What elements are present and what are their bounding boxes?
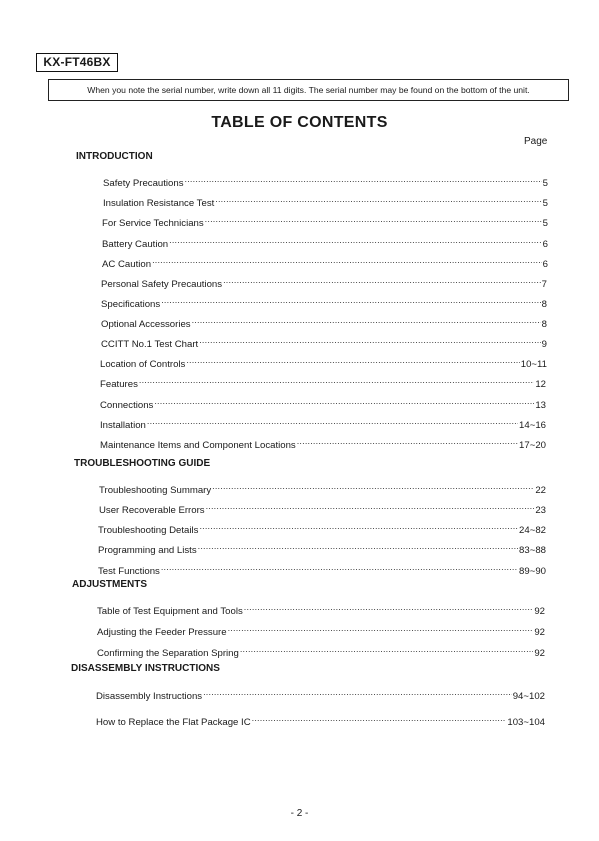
toc-entry-label: CCITT No.1 Test Chart [101, 339, 199, 350]
toc-entry-page: 89~90 [519, 566, 546, 577]
toc-entry-page: 12 [535, 379, 546, 390]
toc-entry-label: Insulation Resistance Test [103, 198, 215, 209]
toc-entry-label: Maintenance Items and Component Locations [100, 440, 296, 451]
toc-entry-page: 23 [535, 505, 546, 516]
toc-entry [98, 560, 546, 577]
leader-dots [147, 414, 518, 428]
toc-entry-label: Troubleshooting Summary [99, 485, 212, 496]
leader-dots [169, 233, 542, 247]
leader-dots [139, 373, 534, 387]
toc-entry-label: Features [100, 379, 138, 390]
toc-entry-label: Table of Test Equipment and Tools [97, 606, 243, 617]
section-heading-disassembly-instructions: DISASSEMBLY INSTRUCTIONS [71, 663, 220, 674]
toc-entry-page: 10~11 [520, 359, 547, 370]
toc-entry [100, 414, 546, 431]
toc-entry [97, 621, 545, 638]
toc-entry-page: 9 [541, 339, 547, 350]
toc-entry-page: 103~104 [507, 717, 545, 728]
leader-dots [186, 353, 519, 367]
toc-entry-page: 8 [541, 319, 547, 330]
toc-entry [99, 499, 546, 516]
toc-entry-label: Specifications [101, 299, 161, 310]
toc-entry [99, 479, 546, 496]
toc-entry-label: Troubleshooting Details [98, 525, 199, 536]
toc-entry [96, 685, 545, 702]
toc-entry-label: Battery Caution [102, 239, 169, 250]
toc-entry-page: 24~82 [519, 525, 546, 536]
toc-entry-label: Optional Accessories [101, 319, 191, 330]
toc-entry-label: Installation [100, 420, 146, 431]
toc-entry-page: 6 [542, 259, 548, 270]
leader-dots [252, 711, 507, 725]
toc-entry [100, 353, 547, 370]
leader-dots [152, 253, 542, 267]
leader-dots [244, 600, 534, 614]
leader-dots [240, 642, 533, 656]
leader-dots [192, 313, 541, 327]
toc-entry-label: Location of Controls [100, 359, 186, 370]
leader-dots [205, 212, 542, 226]
toc-entry-page: 17~20 [519, 440, 546, 451]
toc-entry-label: Connections [100, 400, 154, 411]
toc-entry-page: 7 [541, 279, 547, 290]
leader-dots [212, 479, 534, 493]
toc-entry [100, 434, 546, 451]
toc-entry [98, 539, 546, 556]
toc-entry-page: 5 [542, 218, 548, 229]
toc-entry-page: 14~16 [519, 420, 546, 431]
toc-entry-page: 22 [535, 485, 546, 496]
toc-entry-page: 94~102 [512, 691, 545, 702]
toc-entry-label: Adjusting the Feeder Pressure [97, 627, 227, 638]
toc-entry-label: Confirming the Separation Spring [97, 648, 239, 659]
leader-dots [161, 293, 540, 307]
toc-entry [102, 233, 548, 250]
toc-entry [98, 519, 546, 536]
page-title: TABLE OF CONTENTS [211, 114, 388, 131]
leader-dots [199, 519, 518, 533]
toc-entry [100, 373, 546, 390]
section-heading-adjustments: ADJUSTMENTS [72, 579, 148, 590]
toc-entry-page: 92 [534, 606, 545, 617]
leader-dots [161, 560, 518, 574]
toc-entry-label: Test Functions [98, 566, 160, 577]
toc-entry-label: How to Replace the Flat Package IC [96, 717, 251, 728]
leader-dots [206, 499, 535, 513]
toc-entry-page: 5 [542, 178, 548, 189]
toc-entry [101, 293, 547, 310]
toc-entry-page: 13 [535, 400, 546, 411]
leader-dots [228, 621, 534, 635]
toc-entry-page: 92 [534, 627, 545, 638]
leader-dots [203, 685, 512, 699]
toc-entry [101, 313, 547, 330]
leader-dots [223, 273, 541, 287]
toc-entry [103, 172, 548, 189]
toc-entry-label: Personal Safety Precautions [101, 279, 223, 290]
toc-entry-page: 83~88 [519, 545, 546, 556]
toc-entry-page: 92 [534, 648, 545, 659]
section-heading-troubleshooting-guide: TROUBLESHOOTING GUIDE [74, 458, 211, 469]
page-column-label: Page [524, 136, 548, 147]
page-number: - 2 - [290, 808, 309, 819]
leader-dots [185, 172, 542, 186]
toc-entry-label: User Recoverable Errors [99, 505, 205, 516]
toc-entry-label: Disassembly Instructions [96, 691, 203, 702]
leader-dots [215, 192, 541, 206]
toc-entry [97, 642, 545, 659]
toc-entry [103, 192, 548, 209]
leader-dots [297, 434, 518, 448]
leader-dots [154, 394, 534, 408]
serial-number-notice: When you note the serial number, write down all 11 digits. The serial number may be found on the bottom of the unit. [48, 79, 569, 101]
toc-entry-label: For Service Technicians [102, 218, 204, 229]
toc-entry [97, 600, 545, 617]
toc-entry [101, 333, 547, 350]
toc-entry [102, 212, 548, 229]
toc-entry-page: 6 [542, 239, 548, 250]
section-heading-introduction: INTRODUCTION [76, 151, 153, 162]
toc-entry-label: AC Caution [102, 259, 152, 270]
toc-entry-label: Programming and Lists [98, 545, 197, 556]
toc-entry [100, 394, 546, 411]
leader-dots [199, 333, 540, 347]
toc-entry [96, 711, 545, 728]
toc-entry-label: Safety Precautions [103, 178, 184, 189]
toc-entry-page: 5 [542, 198, 548, 209]
toc-entry-page: 8 [541, 299, 547, 310]
toc-entry [101, 273, 547, 290]
toc-entry [102, 253, 548, 270]
leader-dots [198, 539, 518, 553]
model-number-box: KX-FT46BX [36, 53, 118, 72]
